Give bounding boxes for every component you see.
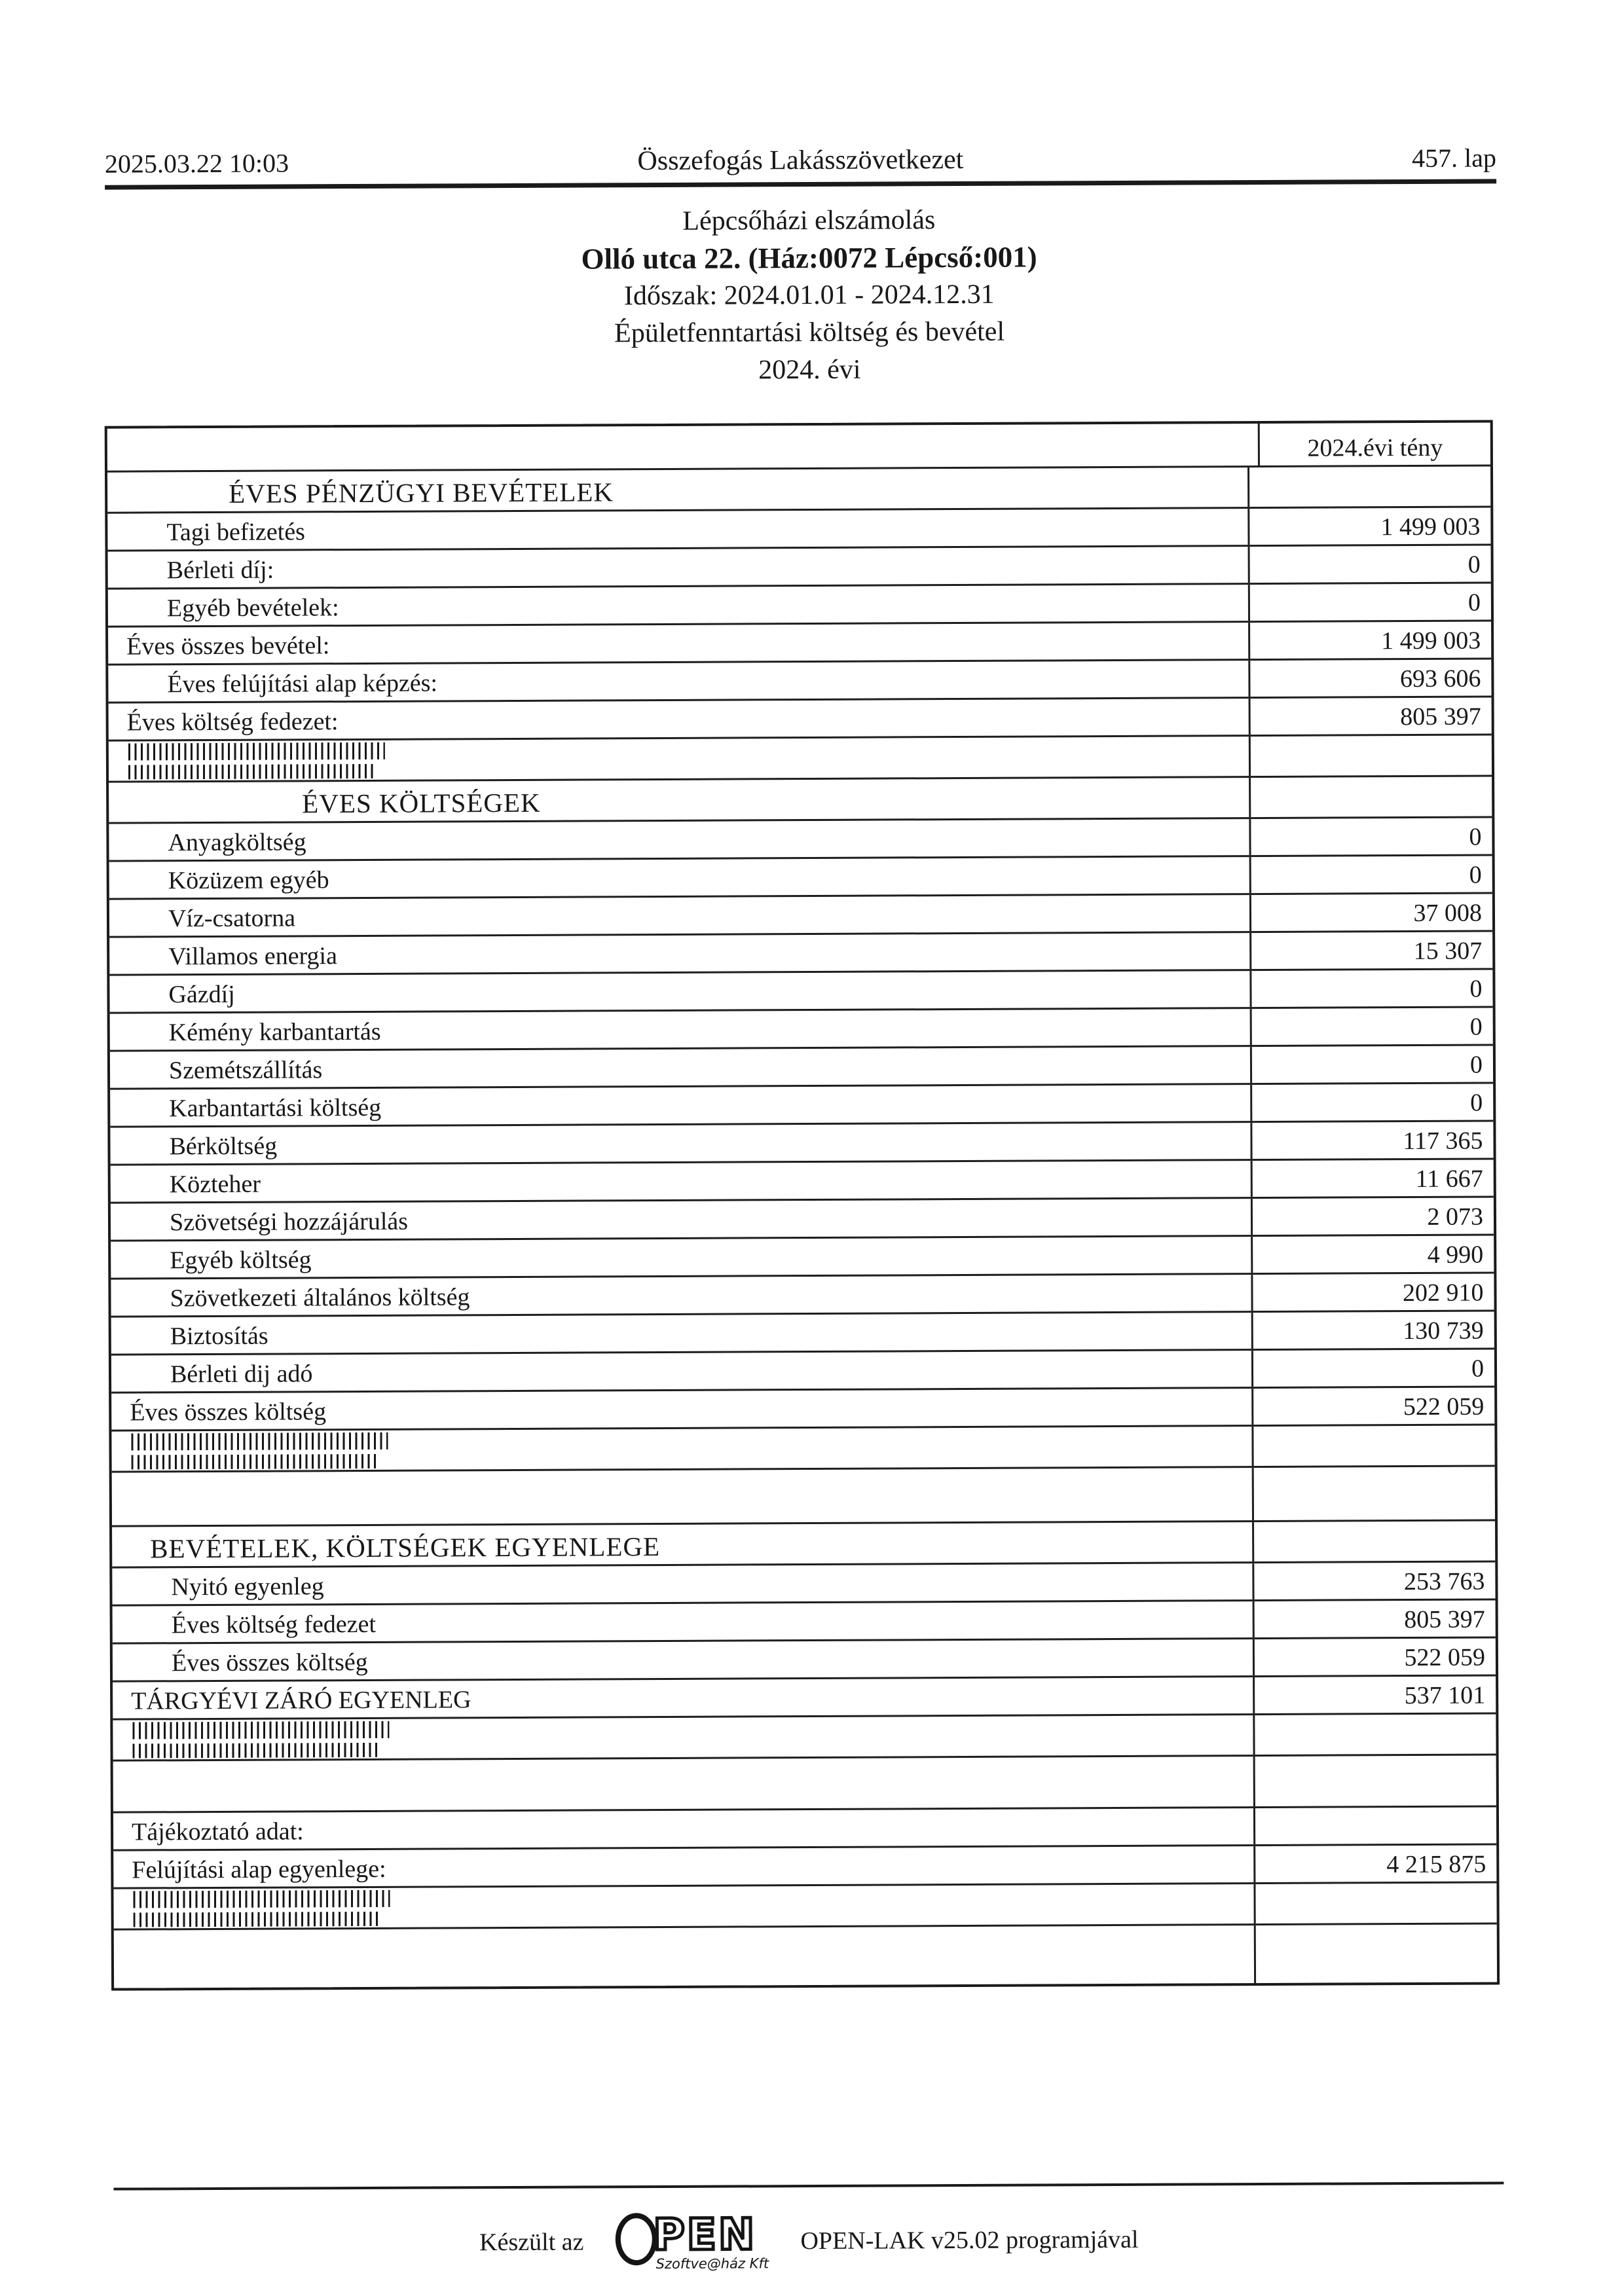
title-block — [0, 199, 1621, 393]
row-label: Éves összes költség — [171, 1649, 368, 1677]
row-value-cell — [1260, 423, 1490, 466]
table-row — [110, 1046, 1493, 1090]
table-row — [114, 1925, 1497, 1988]
row-label: Karbantartási költség — [169, 1094, 382, 1123]
table-row — [111, 1160, 1494, 1204]
hatch-cell — [109, 737, 1251, 781]
open-logo — [615, 2207, 769, 2276]
row-label: Tájékoztató adat: — [131, 1817, 304, 1846]
row-label: TÁRGYÉVI ZÁRÓ EGYENLEG — [131, 1686, 471, 1715]
hatch-bar — [133, 1890, 390, 1908]
row-label: Bérköltség — [169, 1132, 278, 1161]
row-label-cell — [109, 819, 1251, 860]
row-label-cell — [109, 971, 1251, 1012]
row-label-cell — [107, 467, 1249, 512]
table-row — [113, 1756, 1496, 1813]
row-value: 1 499 003 — [1380, 513, 1481, 541]
table-row — [113, 1639, 1496, 1683]
made-with-prefix: Készült az — [479, 2228, 584, 2257]
row-value: 0 — [1467, 589, 1481, 617]
row-value-cell — [1254, 1563, 1495, 1600]
row-label-cell — [113, 1808, 1255, 1850]
row-value-cell — [1252, 1008, 1493, 1046]
row-label: Éves összes költség — [130, 1398, 327, 1427]
made-with-suffix: OPEN-LAK v25.02 programjával — [800, 2225, 1139, 2255]
row-value: 0 — [1467, 551, 1481, 579]
row-value-cell — [1253, 1160, 1494, 1197]
table-row — [108, 622, 1491, 666]
row-value-cell — [1252, 1046, 1493, 1084]
table-row — [111, 1388, 1494, 1432]
row-label-cell — [111, 1199, 1253, 1240]
row-label: Tagi befizetés — [166, 518, 306, 547]
hatch-bar — [128, 764, 376, 780]
row-value: 130 739 — [1403, 1317, 1484, 1345]
row-label-cell — [109, 857, 1251, 898]
table-row — [111, 1426, 1494, 1473]
row-label-cell — [111, 1237, 1253, 1278]
table-row — [109, 932, 1492, 976]
row-value-cell — [1251, 818, 1492, 856]
row-label-cell — [110, 1085, 1252, 1126]
row-value: 693 606 — [1399, 665, 1481, 693]
row-value-cell — [1254, 1522, 1495, 1562]
row-value-cell — [1255, 1601, 1496, 1638]
row-label-cell — [113, 1846, 1255, 1887]
row-label: Szövetségi hozzájárulás — [169, 1207, 409, 1237]
row-value-cell — [1255, 1639, 1496, 1676]
table-row — [111, 1350, 1494, 1394]
row-value-cell — [1252, 1122, 1493, 1159]
hatch-bar — [132, 1743, 380, 1758]
table-row — [107, 467, 1490, 514]
row-value-cell — [1252, 1084, 1493, 1121]
table-row — [111, 1198, 1494, 1242]
period-line: Időszak: 2024.01.01 - 2024.12.31 — [623, 279, 995, 312]
row-value-cell — [1253, 1426, 1494, 1467]
row-label-cell — [107, 424, 1260, 471]
row-label: Közteher — [169, 1170, 261, 1199]
row-value: 522 059 — [1403, 1393, 1485, 1421]
row-value-cell — [1253, 1388, 1494, 1425]
row-value-cell — [1255, 1715, 1496, 1755]
row-label-cell — [111, 1275, 1253, 1316]
row-label: Kémény karbantartás — [168, 1018, 381, 1047]
row-label: ÉVES PÉNZÜGYI BEVÉTELEK — [229, 477, 614, 509]
table-row — [109, 777, 1492, 824]
table-row — [109, 856, 1492, 900]
row-label-cell — [113, 1677, 1255, 1719]
row-value: 15 307 — [1413, 937, 1483, 966]
row-label: Éves költség fedezet — [171, 1611, 377, 1639]
row-value: 202 910 — [1402, 1279, 1484, 1307]
row-label: Villamos energia — [168, 942, 338, 971]
row-value: 11 667 — [1415, 1165, 1483, 1194]
row-value: 0 — [1470, 1089, 1483, 1117]
row-label-cell — [111, 1351, 1253, 1392]
row-value-cell — [1255, 1677, 1496, 1714]
table-row — [113, 1677, 1496, 1721]
row-label: Szövetkezeti általános költség — [170, 1283, 470, 1313]
logo-o-icon — [615, 2213, 657, 2265]
row-value: 253 763 — [1403, 1567, 1485, 1596]
row-label-cell — [109, 699, 1251, 740]
row-label: Éves felújítási alap képzés: — [167, 669, 438, 699]
row-label: Egyéb bevételek: — [166, 594, 339, 623]
table-row — [108, 660, 1491, 704]
row-label-cell — [112, 1468, 1254, 1525]
table-row — [113, 1715, 1496, 1762]
row-value: 0 — [1469, 823, 1482, 851]
table-row — [109, 736, 1492, 783]
row-value-cell — [1253, 1312, 1494, 1349]
page-header — [104, 0, 1496, 190]
row-value-cell — [1253, 1350, 1494, 1387]
footer-row — [114, 2204, 1504, 2278]
row-value-cell — [1251, 777, 1492, 818]
table-row — [110, 1008, 1493, 1052]
row-value-cell — [1250, 622, 1491, 659]
row-label-cell — [110, 1009, 1252, 1050]
row-value: 0 — [1471, 1355, 1485, 1383]
row-value-cell — [1250, 660, 1491, 697]
table-row — [113, 1884, 1496, 1931]
row-value: 805 397 — [1400, 702, 1481, 731]
row-label: Biztosítás — [170, 1322, 268, 1351]
table-row — [112, 1467, 1495, 1527]
table-row — [109, 970, 1492, 1014]
table-row — [109, 894, 1492, 938]
row-value-cell — [1253, 1236, 1494, 1273]
page-footer — [113, 2181, 1504, 2278]
row-value: 0 — [1469, 975, 1483, 1003]
row-value-cell — [1255, 1808, 1496, 1845]
row-value-cell — [1253, 1198, 1494, 1235]
printed-at: 2025.03.22 10:03 — [104, 148, 289, 179]
table-row — [109, 698, 1492, 742]
table-row — [109, 818, 1492, 862]
row-label-cell — [114, 1925, 1256, 1988]
row-label-cell — [111, 1313, 1253, 1354]
table-row — [113, 1846, 1496, 1889]
row-label: Szemétszállítás — [168, 1056, 323, 1085]
logo-subtext: Szoftve@ház Kft — [655, 2255, 769, 2272]
row-value-cell — [1251, 894, 1492, 932]
row-label-cell — [112, 1522, 1254, 1567]
row-value-cell — [1254, 1467, 1495, 1521]
row-label-cell — [113, 1639, 1255, 1681]
row-value-cell — [1251, 736, 1492, 776]
row-value-cell — [1251, 698, 1492, 735]
row-label-cell — [108, 547, 1250, 588]
row-label-cell — [113, 1601, 1255, 1643]
row-value-cell — [1255, 1756, 1496, 1807]
row-label: Gázdíj — [168, 981, 235, 1009]
row-label-cell — [113, 1757, 1255, 1812]
row-value-cell — [1249, 508, 1490, 545]
row-value-cell — [1253, 1274, 1494, 1311]
row-value-cell — [1250, 546, 1491, 583]
row-value: 117 365 — [1403, 1127, 1483, 1156]
row-value-cell — [1250, 584, 1491, 621]
table-row — [113, 1601, 1496, 1645]
row-label-cell — [107, 509, 1249, 550]
row-value-cell — [1256, 1925, 1497, 1984]
row-value: 0 — [1469, 1051, 1483, 1079]
row-label-cell — [108, 623, 1250, 664]
year-line: 2024. évi — [758, 354, 861, 386]
hatch-bar — [131, 1432, 388, 1451]
row-value: 1 499 003 — [1381, 627, 1481, 655]
row-value-cell — [1251, 856, 1492, 894]
row-label: Egyéb költség — [170, 1246, 312, 1275]
logo-pen-text: PEN — [653, 2209, 757, 2261]
row-label: Víz-csatorna — [168, 904, 296, 933]
hatch-bar — [128, 742, 385, 761]
row-label-cell — [112, 1563, 1254, 1605]
row-label-cell — [110, 1047, 1252, 1088]
row-label: Éves összes bevétel: — [126, 632, 330, 661]
hatch-cell — [113, 1715, 1255, 1760]
row-value: 805 397 — [1404, 1605, 1485, 1634]
page-number: 457. lap — [1411, 143, 1497, 173]
row-value: 4 990 — [1427, 1241, 1484, 1269]
hatch-cell — [111, 1427, 1253, 1471]
hatch-bar — [132, 1454, 379, 1470]
row-label: Anyagköltség — [168, 828, 306, 857]
row-value: 537 101 — [1404, 1681, 1486, 1710]
table-row — [113, 1808, 1496, 1851]
row-value-cell — [1255, 1884, 1496, 1924]
row-label-cell — [110, 1123, 1252, 1164]
row-label-cell — [108, 585, 1250, 626]
table-row — [112, 1563, 1495, 1607]
table-row — [111, 1312, 1494, 1356]
settlement-table — [105, 420, 1500, 1991]
row-label: BEVÉTELEK, KÖLTSÉGEK EGYENLEGE — [150, 1531, 661, 1564]
subtitle-line: Épületfenntartási költség és bevétel — [614, 316, 1005, 349]
row-label-cell — [111, 1389, 1253, 1430]
row-value-cell — [1251, 932, 1492, 970]
table-row — [107, 423, 1490, 473]
table-row — [112, 1522, 1495, 1569]
row-label-cell — [109, 778, 1251, 822]
property-line: Olló utca 22. (Ház:0072 Lépcső:001) — [581, 240, 1037, 276]
table-row — [108, 546, 1491, 590]
organization-name: Összefogás Lakásszövetkezet — [637, 144, 964, 177]
row-value: 522 059 — [1404, 1643, 1486, 1672]
row-value-cell — [1251, 970, 1492, 1008]
table-row — [110, 1122, 1493, 1166]
row-value-cell — [1249, 467, 1490, 507]
row-label-cell — [109, 933, 1251, 974]
row-label: Bérleti díj: — [166, 556, 274, 585]
table-row — [108, 584, 1491, 628]
report-title: Lépcsőházi elszámolás — [682, 205, 936, 237]
hatch-bar — [134, 1912, 381, 1927]
row-value-cell — [1255, 1846, 1496, 1883]
table-row — [111, 1274, 1494, 1318]
row-label-cell — [108, 661, 1250, 702]
row-value: 0 — [1469, 861, 1482, 889]
row-label: Bérleti dij adó — [170, 1360, 313, 1389]
row-value: 2 073 — [1427, 1203, 1484, 1231]
row-value: 37 008 — [1413, 899, 1483, 928]
hatch-bar — [132, 1721, 389, 1740]
row-label-cell — [109, 895, 1251, 936]
table-row — [107, 508, 1490, 552]
row-value: 4 215 875 — [1386, 1850, 1486, 1879]
row-label: Nyitó egyenleg — [171, 1573, 324, 1601]
table-row — [110, 1084, 1493, 1128]
row-label-cell — [111, 1161, 1253, 1202]
row-label: ÉVES KÖLTSÉGEK — [302, 787, 541, 819]
row-label: Felújítási alap egyenlege: — [132, 1855, 386, 1884]
row-label: Éves költség fedezet: — [126, 708, 339, 737]
row-label: Közüzem egyéb — [168, 866, 329, 895]
table-row — [111, 1236, 1494, 1280]
hatch-cell — [113, 1884, 1255, 1929]
row-value: 0 — [1469, 1013, 1483, 1041]
row-value: 2024.évi tény — [1307, 434, 1443, 462]
